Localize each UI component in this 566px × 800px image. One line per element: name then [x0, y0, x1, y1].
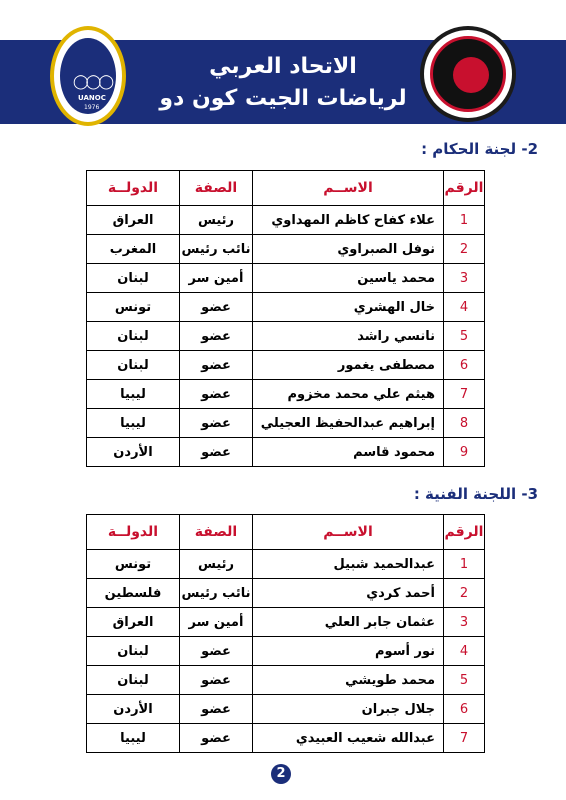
logo-text: UANOC: [78, 94, 106, 102]
table-row: [87, 666, 485, 695]
header-number: الرقم: [444, 171, 485, 206]
olympic-committee-logo: [50, 26, 126, 126]
federation-logo: [420, 26, 516, 122]
row-country: لبنان: [87, 351, 180, 380]
header-name: الاســم: [253, 171, 444, 206]
header-title-line1: الاتحاد العربي: [209, 54, 357, 79]
table-row: [87, 380, 485, 409]
row-country: الأردن: [87, 695, 180, 724]
row-role: عضو: [180, 438, 253, 467]
table-row: [87, 409, 485, 438]
row-country: فلسطين: [87, 579, 180, 608]
header-number: الرقم: [444, 515, 485, 550]
logo-inner: [60, 38, 116, 114]
row-number: 8: [444, 409, 485, 438]
table-row: [87, 235, 485, 264]
row-role: عضو: [180, 409, 253, 438]
row-country: لبنان: [87, 666, 180, 695]
row-number: 2: [444, 579, 485, 608]
row-role: نائب رئيس: [180, 235, 253, 264]
section-title-technical: 3- اللجنة الفنية :: [413, 485, 538, 503]
table-row: [87, 264, 485, 293]
row-name: نور أسوم: [253, 637, 444, 666]
row-role: عضو: [180, 666, 253, 695]
row-role: نائب رئيس: [180, 579, 253, 608]
header-title-line2: لرياضات الجيت كون دو: [159, 86, 407, 111]
header-name: الاســم: [253, 515, 444, 550]
row-role: عضو: [180, 380, 253, 409]
table-header-row: [87, 515, 485, 550]
row-country: لبنان: [87, 322, 180, 351]
table-row: [87, 293, 485, 322]
row-number: 5: [444, 322, 485, 351]
row-country: العراق: [87, 608, 180, 637]
row-role: عضو: [180, 351, 253, 380]
row-role: عضو: [180, 724, 253, 753]
row-country: العراق: [87, 206, 180, 235]
row-country: ليبيا: [87, 380, 180, 409]
table-row: [87, 695, 485, 724]
table-header-row: [87, 171, 485, 206]
row-number: 2: [444, 235, 485, 264]
row-number: 7: [444, 724, 485, 753]
fighter-emblem-icon: [453, 57, 489, 93]
table-row: [87, 579, 485, 608]
row-name: أحمد كردي: [253, 579, 444, 608]
header-country: الدولــة: [87, 515, 180, 550]
row-country: تونس: [87, 550, 180, 579]
federation-logo-ring: [430, 36, 506, 112]
technical-committee-table: [86, 514, 485, 753]
row-country: تونس: [87, 293, 180, 322]
row-role: رئيس: [180, 206, 253, 235]
row-role: عضو: [180, 695, 253, 724]
row-name: إبراهيم عبدالحفيظ العجيلي: [253, 409, 444, 438]
row-name: نانسي راشد: [253, 322, 444, 351]
table-row: [87, 351, 485, 380]
row-name: محمود قاسم: [253, 438, 444, 467]
row-country: لبنان: [87, 637, 180, 666]
logo-year: 1976: [84, 104, 100, 111]
row-number: 6: [444, 351, 485, 380]
row-role: أمين سر: [180, 608, 253, 637]
row-country: ليبيا: [87, 724, 180, 753]
row-number: 4: [444, 637, 485, 666]
row-number: 4: [444, 293, 485, 322]
table-row: [87, 608, 485, 637]
section-title-referees: 2- لجنة الحكام :: [421, 140, 538, 158]
row-role: أمين سر: [180, 264, 253, 293]
row-name: علاء كفاح كاظم المهداوي: [253, 206, 444, 235]
row-number: 6: [444, 695, 485, 724]
table-row: [87, 724, 485, 753]
referees-table: [86, 170, 485, 467]
row-role: عضو: [180, 293, 253, 322]
row-country: ليبيا: [87, 409, 180, 438]
table-row: [87, 322, 485, 351]
row-name: هيثم علي محمد مخزوم: [253, 380, 444, 409]
row-role: عضو: [180, 322, 253, 351]
table-row: [87, 206, 485, 235]
row-name: خال الهشري: [253, 293, 444, 322]
row-number: 5: [444, 666, 485, 695]
row-country: المغرب: [87, 235, 180, 264]
row-number: 1: [444, 550, 485, 579]
table-row: [87, 438, 485, 467]
header-role: الصفة: [180, 171, 253, 206]
header-country: الدولــة: [87, 171, 180, 206]
row-number: 3: [444, 608, 485, 637]
page-number: 2: [271, 764, 291, 784]
row-name: عثمان جابر العلي: [253, 608, 444, 637]
row-role: رئيس: [180, 550, 253, 579]
row-name: عبدالحميد شبيل: [253, 550, 444, 579]
row-country: الأردن: [87, 438, 180, 467]
table-row: [87, 550, 485, 579]
row-number: 1: [444, 206, 485, 235]
row-name: محمد ياسين: [253, 264, 444, 293]
olympic-rings-icon: ◯◯◯: [73, 74, 112, 90]
row-country: لبنان: [87, 264, 180, 293]
row-name: جلال جبران: [253, 695, 444, 724]
row-number: 3: [444, 264, 485, 293]
row-number: 7: [444, 380, 485, 409]
row-number: 9: [444, 438, 485, 467]
header-role: الصفة: [180, 515, 253, 550]
table-row: [87, 637, 485, 666]
row-name: عبدالله شعيب العبيدي: [253, 724, 444, 753]
row-name: محمد طويشي: [253, 666, 444, 695]
row-name: مصطفى يغمور: [253, 351, 444, 380]
row-role: عضو: [180, 637, 253, 666]
row-name: نوفل الصبراوي: [253, 235, 444, 264]
